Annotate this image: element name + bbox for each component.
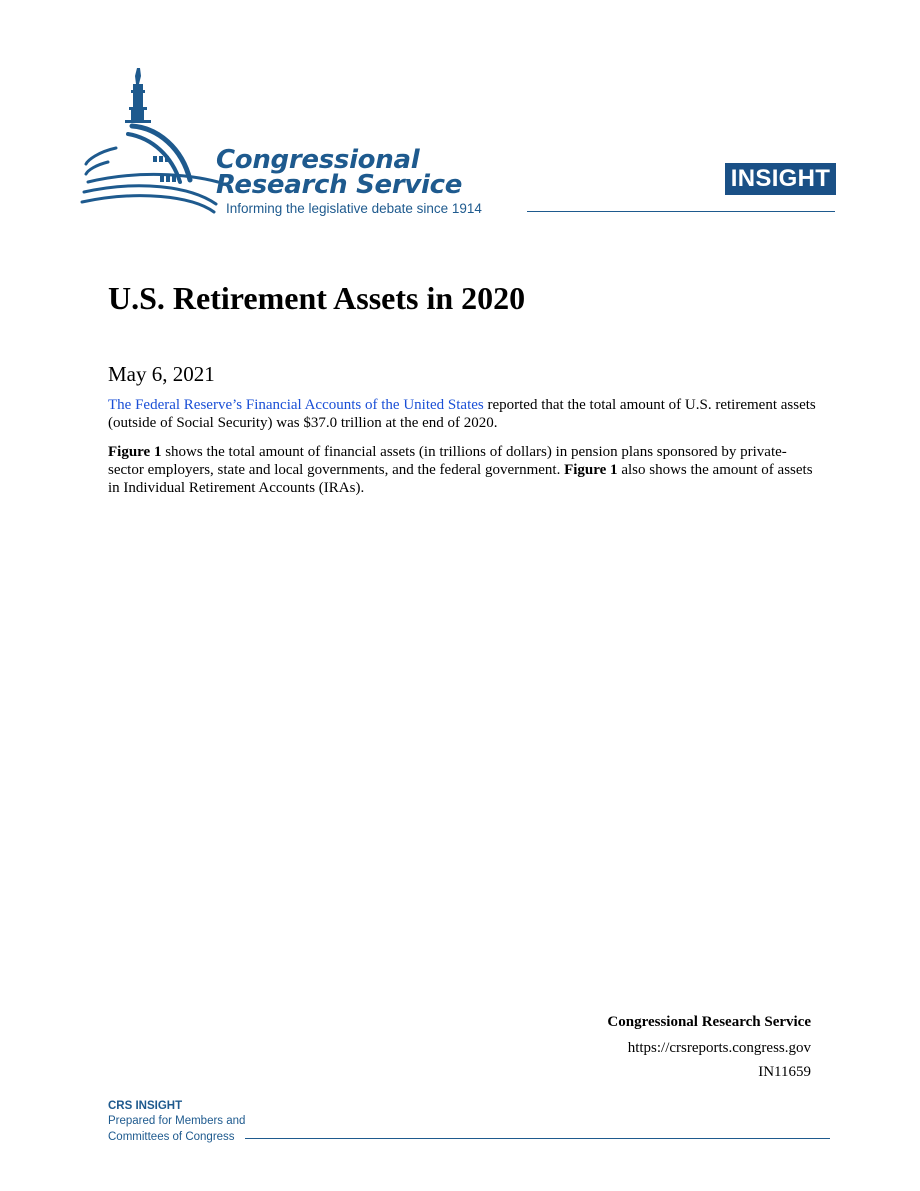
insight-badge: INSIGHT (725, 163, 836, 195)
footer-subtitle-line1: Prepared for Members and (108, 1115, 246, 1127)
figure-description-text: shows the total amount of financial assets (in trillions of dollars) in pension plans sponsored by private-sector employers, state and local governments, and the federal government. (108, 444, 787, 478)
capitol-dome-logo-icon (78, 64, 228, 220)
figure-description-text: also shows the amount of assets in Individual Retirement Accounts (IRAs). (108, 462, 813, 496)
org-name-line2: Research Service (216, 170, 463, 200)
figure-reference: Figure 1 (564, 462, 618, 478)
tagline-divider (527, 211, 835, 212)
footer-divider (245, 1138, 830, 1139)
footer-heading: CRS INSIGHT (108, 1100, 183, 1112)
figure-description-paragraph (108, 443, 820, 497)
figure-reference: Figure 1 (108, 444, 162, 460)
org-tagline: Informing the legislative debate since 1914 (226, 201, 482, 216)
page-title: U.S. Retirement Assets in 2020 (108, 280, 526, 316)
federal-reserve-link[interactable]: The Federal Reserve’s Financial Accounts of the United States (108, 397, 484, 413)
footer-subtitle-line2: Committees of Congress (108, 1131, 235, 1143)
intro-paragraph-text: reported that the total amount of U.S. retirement assets (outside of Social Security) was $37.0 trillion at the end of 2020. (108, 397, 816, 431)
publication-date: May 6, 2021 (108, 362, 215, 386)
org-name-line1: Congressional (216, 145, 420, 175)
signature-url: https://crsreports.congress.gov (627, 1040, 811, 1056)
signature-org: Congressional Research Service (607, 1014, 811, 1030)
intro-paragraph (108, 396, 820, 432)
report-id: IN11659 (758, 1064, 811, 1080)
